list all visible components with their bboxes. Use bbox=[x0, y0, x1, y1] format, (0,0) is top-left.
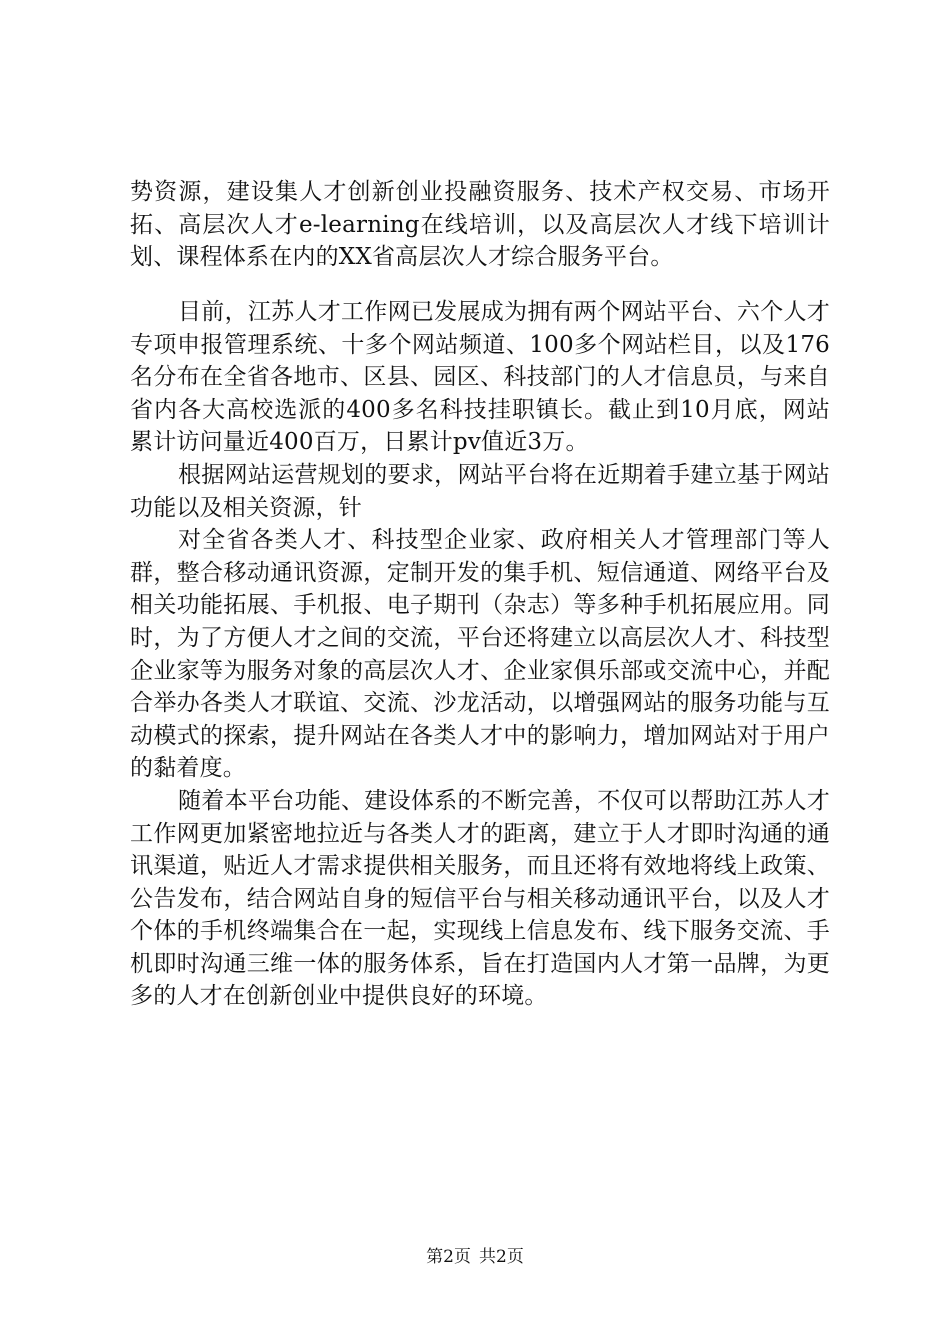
page-total: 共2页 bbox=[479, 1247, 524, 1267]
page-number: 第2页 bbox=[426, 1247, 471, 1267]
page-footer bbox=[0, 1246, 950, 1268]
paragraph-plan-details: 对全省各类人才、科技型企业家、政府相关人才管理部门等人群，整合移动通讯资源，定制开发的集手机、短信通道、网络平台及相关功能拓展、手机报、电子期刊（杂志）等多种手机拓展应用。同时，为了方便人才之间的交流，平台还将建立以高层次人才、科技型企业家等为服务对象的高层次人才、企业家俱乐部或交流中心，并配合举办各类人才联谊、交流、沙龙活动，以增强网站的服务功能与互动模式的探索，提升网站在各类人才中的影响力，增加网站对于用户的黏着度。 bbox=[130, 527, 830, 782]
text-block-top bbox=[130, 176, 830, 274]
paragraph-outlook: 随着本平台功能、建设体系的不断完善，不仅可以帮助江苏人才工作网更加紧密地拉近与各类人才的距离，建立于人才即时沟通的通讯渠道，贴近人才需求提供相关服务，而且还将有效地将线上政策、公告发布，结合网站自身的短信平台与相关移动通讯平台，以及人才个体的手机终端集合在一起，实现线上信息发布、线下服务交流、手机即时沟通三维一体的服务体系，旨在打造国内人才第一品牌，为更多的人才在创新创业中提供良好的环境。 bbox=[130, 787, 830, 1010]
paragraph-continued: 势资源，建设集人才创新创业投融资服务、技术产权交易、市场开拓、高层次人才e-learning在线培训，以及高层次人才线下培训计划、课程体系在内的XX省高层次人才综合服务平台。 bbox=[130, 179, 830, 271]
paragraph-current-status: 目前，江苏人才工作网已发展成为拥有两个网站平台、六个人才专项申报管理系统、十多个网站频道、100多个网站栏目，以及176名分布在全省各地市、区县、园区、科技部门的人才信息员，与来自省内各大高校选派的400多名科技挂职镇长。截止到10月底，网站累计访问量近400百万，日累计pv值近3万。 bbox=[130, 299, 830, 456]
text-block-main bbox=[130, 296, 830, 1013]
paragraph-plan-intro: 根据网站运营规划的要求，网站平台将在近期着手建立基于网站功能以及相关资源，针 bbox=[130, 461, 830, 521]
